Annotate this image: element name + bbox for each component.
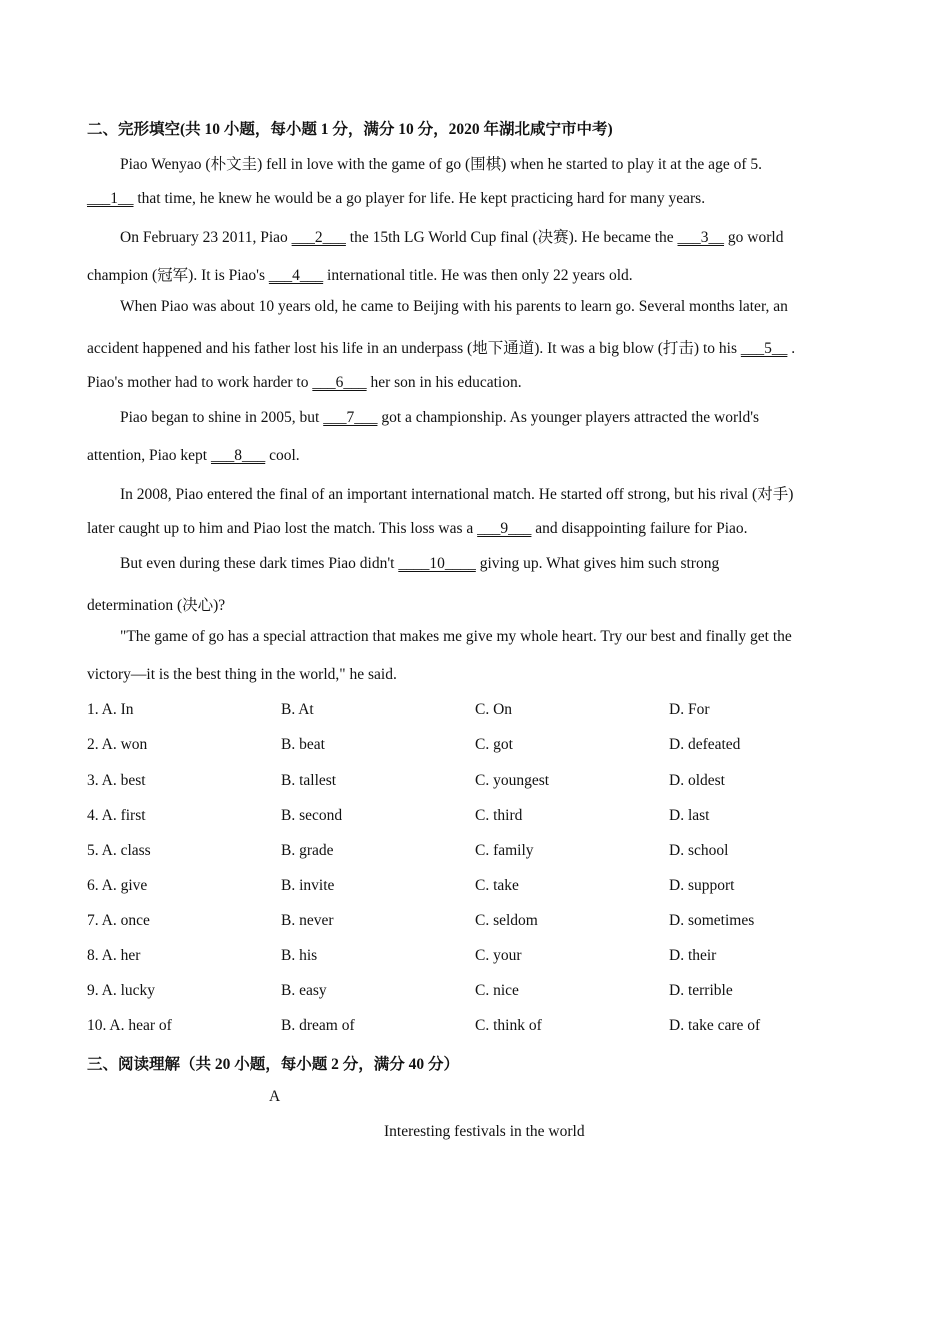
passage-line [120, 409, 759, 427]
passage-text: . [787, 340, 796, 357]
passage-line [120, 225, 783, 247]
option-a: 4. A. first [87, 807, 146, 824]
passage-line [87, 520, 748, 538]
option-a: 3. A. best [87, 772, 146, 789]
passage-text: later caught up to him and Piao lost the match. This loss was a [87, 520, 478, 537]
option-d: D. sometimes [669, 912, 755, 929]
option-row [87, 736, 862, 756]
option-row [87, 912, 862, 932]
option-c: C. family [475, 842, 534, 859]
option-d: D. defeated [669, 736, 741, 753]
option-a: 5. A. class [87, 842, 151, 859]
option-d: D. oldest [669, 772, 725, 789]
option-b: B. tallest [281, 772, 337, 789]
option-a: 10. A. hear of [87, 1017, 172, 1034]
passage-line: In 2008, Piao entered the final of an important international match. He started off strong, but his rival (对手) [120, 486, 794, 503]
option-a: 7. A. once [87, 912, 150, 929]
option-row [87, 701, 862, 721]
option-c: C. On [475, 701, 513, 718]
passage-text: On February 23 2011, Piao [120, 229, 292, 246]
option-row [87, 877, 862, 897]
blank-2: ___2___ [291, 229, 346, 246]
section2-title: 二、完形填空(共 10 小题，每小题 1 分，满分 10 分，2020 年湖北咸宁市中考) [87, 121, 613, 138]
option-c: C. third [475, 807, 523, 824]
blank-1: ___1__ [87, 190, 134, 207]
option-b: B. grade [281, 842, 334, 859]
blank-6: ___6___ [312, 374, 367, 391]
option-a: 8. A. her [87, 947, 141, 964]
blank-5: ___5__ [740, 340, 788, 357]
option-a: 2. A. won [87, 736, 148, 753]
passage-line: determination (决心)? [87, 597, 226, 614]
passage-text: champion (冠军). It is Piao's [87, 267, 269, 284]
passage-text: the 15th LG World Cup final (决赛). He became the [345, 229, 678, 246]
blank-10: ____10____ [398, 555, 476, 572]
option-b: B. beat [281, 736, 325, 753]
option-b: B. dream of [281, 1017, 355, 1034]
section3-title: 三、阅读理解（共 20 小题，每小题 2 分，满分 40 分） [87, 1056, 460, 1073]
option-row [87, 1017, 862, 1037]
passage-text: accident happened and his father lost his life in an underpass (地下通道). It was a big blow (打击) to his [87, 340, 741, 357]
option-row [87, 947, 862, 967]
option-b: B. never [281, 912, 334, 929]
option-b: B. second [281, 807, 343, 824]
option-c: C. think of [475, 1017, 542, 1034]
passage-text: Piao began to shine in 2005, but [120, 409, 324, 426]
passage-text: got a championship. As younger players attracted the world's [377, 409, 760, 426]
option-c: C. seldom [475, 912, 538, 929]
option-c: C. youngest [475, 772, 550, 789]
passage-text: and disappointing failure for Piao. [531, 520, 748, 537]
passage-text: attention, Piao kept [87, 447, 211, 464]
passage-text: that time, he knew he would be a go player for life. He kept practicing hard for many years. [133, 190, 706, 207]
passage-text: her son in his education. [366, 374, 522, 391]
passage-text: But even during these dark times Piao didn't [120, 555, 399, 572]
option-d: D. terrible [669, 982, 733, 999]
passage-text: giving up. What gives him such strong [475, 555, 720, 572]
passage-line [87, 336, 795, 358]
blank-3: ___3__ [677, 229, 725, 246]
option-b: B. easy [281, 982, 327, 999]
blank-9: ___9___ [477, 520, 532, 537]
option-d: D. take care of [669, 1017, 761, 1034]
option-b: B. invite [281, 877, 335, 894]
passage-text: go world [724, 229, 784, 246]
passage-line [87, 447, 300, 465]
passage-line: Piao Wenyao (朴文圭) fell in love with the game of go (围棋) when he started to play it at the age of 5. [120, 156, 762, 173]
option-a: 9. A. lucky [87, 982, 156, 999]
option-b: B. his [281, 947, 318, 964]
blank-7: ___7___ [323, 409, 378, 426]
passage-title: Interesting festivals in the world [384, 1123, 585, 1140]
passage-line: victory—it is the best thing in the world," he said. [87, 666, 397, 683]
passage-line [87, 374, 522, 392]
passage-text: international title. He was then only 22 years old. [323, 267, 633, 284]
passage-line [87, 263, 633, 285]
option-c: C. take [475, 877, 519, 894]
blank-8: ___8___ [210, 447, 266, 464]
option-d: D. last [669, 807, 710, 824]
option-row [87, 807, 862, 827]
option-d: D. their [669, 947, 717, 964]
option-d: D. school [669, 842, 729, 859]
option-row [87, 772, 862, 792]
passage-line [87, 190, 705, 208]
option-c: C. your [475, 947, 522, 964]
passage-line: When Piao was about 10 years old, he came to Beijing with his parents to learn go. Several months later, an [120, 298, 788, 315]
option-c: C. nice [475, 982, 519, 999]
blank-4: ___4___ [268, 267, 324, 284]
option-row [87, 842, 862, 862]
part-label: A [269, 1088, 281, 1105]
passage-line [120, 555, 719, 573]
option-d: D. For [669, 701, 710, 718]
option-c: C. got [475, 736, 513, 753]
passage-text: cool. [265, 447, 300, 464]
option-d: D. support [669, 877, 735, 894]
option-row [87, 982, 862, 1002]
passage-line: "The game of go has a special attraction that makes me give my whole heart. Try our best and finally get the [120, 628, 792, 645]
option-a: 1. A. In [87, 701, 134, 718]
option-a: 6. A. give [87, 877, 148, 894]
option-b: B. At [281, 701, 314, 718]
passage-text: Piao's mother had to work harder to [87, 374, 313, 391]
